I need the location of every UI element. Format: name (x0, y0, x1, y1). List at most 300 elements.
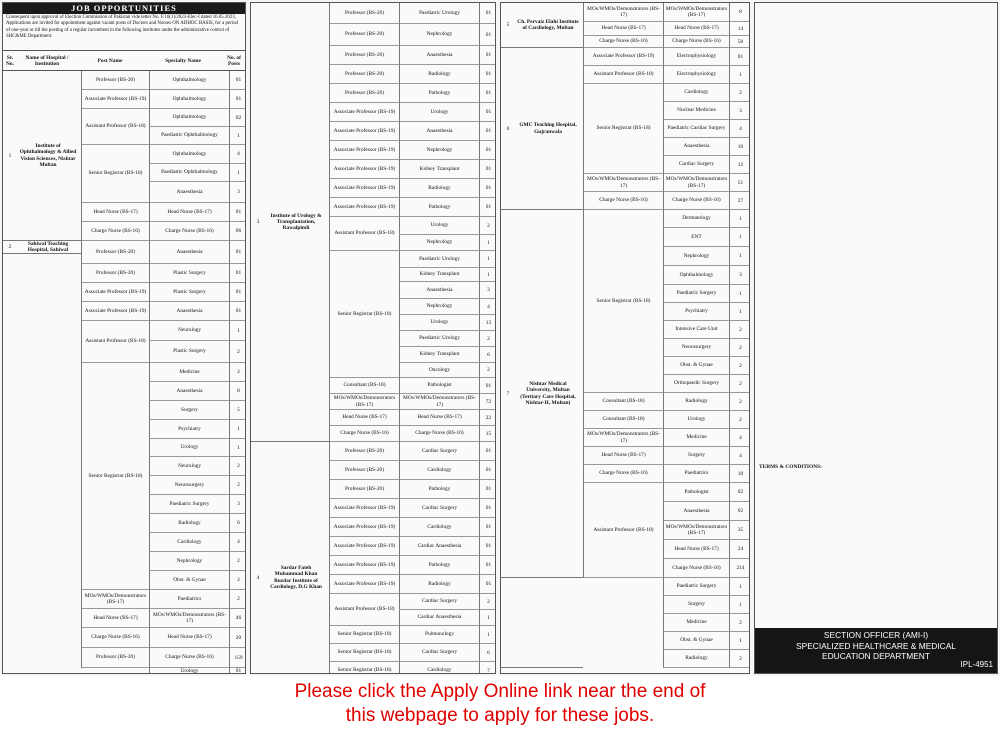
so-line1: SECTION OFFICER (AMI-I) (823, 630, 929, 640)
post-name-cell: Head Nurse (BS-17) (81, 609, 149, 628)
post-name-cell: Associate Professor (BS-19) (329, 160, 399, 179)
posts-count-cell: 1 (729, 247, 750, 266)
post-name-cell: Associate Professor (BS-19) (329, 179, 399, 198)
posts-count-cell: 2 (729, 375, 750, 393)
posts-count-cell: 01 (479, 575, 496, 594)
ad-column-3 (500, 2, 750, 674)
specialty-cell: Anaesthesia (663, 502, 729, 521)
specialty-cell: Anaesthesia (399, 122, 479, 141)
posts-count-cell: 4 (229, 533, 246, 552)
specialty-cell: Neurology (149, 457, 229, 476)
serial-number: 5 (506, 22, 510, 28)
section-officer-block (755, 628, 997, 673)
table-col3 (501, 3, 749, 674)
post-name-cell: Professor (BS-20) (329, 3, 399, 24)
specialty-cell: MOs/WMOs/Demonstrators (BS-17) (663, 174, 729, 192)
specialty-cell: Paediatric Urology (399, 331, 479, 347)
posts-count-cell: 01 (479, 556, 496, 575)
table-header (3, 50, 245, 71)
specialty-cell: Ophthalmology (149, 109, 229, 127)
posts-count-cell: 51 (729, 174, 750, 192)
specialty-cell: Cardiology (149, 533, 229, 552)
ad-intro: Consequent upon approval of Election Commission of Pakistan vide letter No. F.16(1)/2023-Elec-I dated 16.05.2023, Applications are invited for appointment against vacant posts of Doctors and Nurses ON ADHOC BASIS, for a period of one-year or till the posting of a regular incumbent in the following institutes under the administrative control of SHC&ME Department: (6, 15, 238, 39)
posts-count-cell: 01 (479, 84, 496, 103)
specialty-cell: Pathology (399, 84, 479, 103)
posts-count-cell: 15 (479, 426, 496, 442)
post-name-cell: Professor (BS-20) (81, 71, 149, 90)
post-name-cell: Head Nurse (BS-17) (329, 410, 399, 426)
posts-count-cell: 6 (229, 514, 246, 533)
specialty-cell: Anaesthesia (399, 46, 479, 65)
posts-count-cell: 2 (229, 457, 246, 476)
specialty-cell: ENT (663, 228, 729, 247)
specialty-cell: Electrophysiology (663, 48, 729, 66)
posts-count-cell: 27 (729, 192, 750, 210)
post-name-cell: Associate Professor (BS-19) (81, 283, 149, 302)
posts-count-cell: 2 (729, 393, 750, 411)
posts-count-cell: 6 (479, 644, 496, 662)
ipl-number: IPL-4951 (960, 659, 993, 669)
posts-count-cell: 01 (479, 65, 496, 84)
post-name-cell: Charge Nurse (BS-16) (583, 465, 663, 483)
institution-cell (501, 48, 583, 210)
posts-count-cell: 01 (229, 90, 246, 109)
posts-count-cell: 2 (479, 594, 496, 610)
specialty-cell: Paediatric Urology (399, 251, 479, 268)
posts-count-cell: 1 (729, 285, 750, 303)
posts-count-cell: 1 (229, 321, 246, 341)
posts-count-cell: 10 (729, 138, 750, 156)
specialty-cell: Anaesthesia (149, 241, 229, 264)
specialty-cell: Kidney Transplant (399, 268, 479, 282)
specialty-cell: Kidney Transplant (399, 347, 479, 363)
terms-title: TERMS & CONDITIONS: (759, 464, 822, 470)
specialty-cell: Paediatrics (149, 590, 229, 609)
specialty-cell: Medicine (663, 614, 729, 632)
specialty-cell: Radiology (149, 514, 229, 533)
specialty-cell: Pathology (399, 198, 479, 217)
posts-count-cell: 2 (229, 363, 246, 382)
post-name-cell: MOs/WMOs/Demonstrators (BS-17) (329, 394, 399, 410)
posts-count-cell: 01 (729, 48, 750, 66)
specialty-cell: Nephrology (663, 247, 729, 266)
posts-count-cell: 02 (729, 502, 750, 521)
specialty-cell: Ophthalmology (663, 266, 729, 285)
posts-count-cell: 01 (229, 264, 246, 283)
posts-count-cell: 2 (729, 321, 750, 339)
post-name-cell: Professor (BS-20) (329, 461, 399, 480)
posts-count-cell: 1 (229, 420, 246, 439)
posts-count-cell: 1 (479, 610, 496, 626)
posts-count-cell: 1 (729, 578, 750, 596)
post-name-cell: Assistant Professor (BS-18) (583, 483, 663, 578)
serial-number: 4 (256, 574, 260, 581)
post-name-cell: Professor (BS-20) (81, 241, 149, 264)
post-name-cell: Consultant (BS-18) (583, 393, 663, 411)
specialty-cell: Head Nurse (BS-17) (663, 22, 729, 36)
ad-column-2 (250, 2, 496, 674)
specialty-cell: Urology (149, 439, 229, 457)
post-name-cell: Senior Registrar (BS-18) (329, 626, 399, 644)
specialty-cell: Paediatrics (663, 465, 729, 483)
post-name-cell: Assistant Professor (BS-18) (329, 217, 399, 251)
specialty-cell: Radiology (399, 575, 479, 594)
posts-count-cell: 01 (479, 442, 496, 461)
posts-count-cell: 1 (479, 268, 496, 282)
specialty-cell: Pathology (399, 480, 479, 499)
posts-count-cell: 7 (479, 662, 496, 674)
posts-count-cell: 01 (229, 241, 246, 264)
specialty-cell: Cardiac Surgery (399, 644, 479, 662)
posts-count-cell: 1 (229, 164, 246, 182)
specialty-cell: Charge Nurse (BS-16) (663, 36, 729, 48)
specialty-cell: Nephrology (149, 552, 229, 571)
post-name-cell: Senior Registrar (BS-18) (81, 145, 149, 203)
posts-count-cell: 01 (229, 668, 246, 674)
post-name-cell: Professor (BS-20) (329, 84, 399, 103)
specialty-cell: Head Nurse (BS-17) (399, 410, 479, 426)
specialty-cell: Oncology (399, 363, 479, 378)
notice-line1: Please click the Apply Online link near the end of (294, 681, 706, 702)
specialty-cell: Urology (399, 217, 479, 235)
posts-count-cell: 01 (479, 480, 496, 499)
specialty-cell: Plastic Surgery (149, 341, 229, 363)
posts-count-cell: 02 (729, 483, 750, 502)
posts-count-cell: 2 (479, 363, 496, 378)
specialty-cell: MOs/WMOs/Demonstrators (BS-17) (149, 609, 229, 628)
specialty-cell: Neurosurgery (149, 476, 229, 495)
institution-cell (501, 210, 583, 578)
ad-banner: JOB OPPORTUNITIES (3, 3, 245, 14)
post-name-cell: Professor (BS-20) (81, 648, 149, 668)
posts-count-cell: 06 (229, 222, 246, 241)
post-name-cell: Associate Professor (BS-19) (329, 537, 399, 556)
specialty-cell: Charge Nurse (BS-16) (663, 192, 729, 210)
institution-cell (501, 578, 583, 668)
post-name-cell: Senior Registrar (BS-18) (329, 251, 399, 378)
posts-count-cell: 01 (479, 46, 496, 65)
post-name-cell: Charge Nurse (BS-16) (329, 426, 399, 442)
specialty-cell: Anaesthesia (149, 302, 229, 321)
posts-count-cell: 01 (479, 198, 496, 217)
posts-count-cell: 14 (729, 22, 750, 36)
specialty-cell: Neurosurgery (663, 339, 729, 357)
notice-line2: this webpage to apply for these jobs. (345, 705, 655, 726)
specialty-cell: Obst. & Gynae (149, 571, 229, 590)
post-name-cell: Assistant Professor (BS-18) (329, 594, 399, 626)
posts-count-cell: 1 (229, 439, 246, 457)
post-name-cell: Associate Professor (BS-19) (329, 575, 399, 594)
posts-count-cell: 1 (729, 210, 750, 228)
specialty-cell: MOs/WMOs/Demonstrators (BS-17) (663, 3, 729, 22)
specialty-cell: Paediatric Urology (399, 3, 479, 24)
post-name-cell: Assistant Professor (BS-18) (81, 109, 149, 145)
posts-count-cell: 4 (729, 429, 750, 447)
posts-count-cell: 01 (479, 24, 496, 46)
posts-count-cell: 1 (729, 303, 750, 321)
so-line3: EDUCATION DEPARTMENT (822, 651, 930, 661)
institution-cell (251, 442, 329, 674)
posts-count-cell: 01 (479, 461, 496, 480)
specialty-cell: Anaesthesia (663, 138, 729, 156)
specialty-cell: Ophthalmology (149, 145, 229, 164)
specialty-cell: Paediatric Surgery (149, 495, 229, 514)
posts-count-cell: 1 (729, 632, 750, 650)
specialty-cell: Nephrology (399, 299, 479, 315)
specialty-cell: Pathology (399, 556, 479, 575)
post-name-cell: Consultant (BS-18) (583, 411, 663, 429)
post-name-cell: Head Nurse (BS-17) (81, 203, 149, 222)
table-col4 (755, 3, 997, 463)
post-name-cell: Professor (BS-20) (329, 46, 399, 65)
post-name-cell: Associate Professor (BS-19) (329, 141, 399, 160)
institution-name: Institute of Urology & Transplantation, Rawalpindi (270, 212, 322, 232)
posts-count-cell: 50 (729, 36, 750, 48)
posts-count-cell: 2 (729, 339, 750, 357)
specialty-cell: Anaesthesia (399, 282, 479, 299)
posts-count-cell: 3 (729, 266, 750, 285)
posts-count-cell: 2 (229, 552, 246, 571)
specialty-cell: Cardiac Surgery (399, 594, 479, 610)
serial-number: 1 (8, 152, 12, 159)
specialty-cell: Plastic Surgery (149, 264, 229, 283)
serial-number: 6 (506, 125, 510, 132)
post-name-cell: Senior Registrar (BS-18) (329, 644, 399, 662)
specialty-cell: Urology (399, 315, 479, 331)
post-name-cell: Assistant Professor (BS-18) (583, 66, 663, 84)
specialty-cell: Psychiatry (149, 420, 229, 439)
specialty-cell: Paediatric Cardiac Surgery (663, 120, 729, 138)
post-name-cell: Professor (BS-20) (329, 65, 399, 84)
post-name-cell: Associate Professor (BS-19) (329, 499, 399, 518)
posts-count-cell: 01 (479, 141, 496, 160)
posts-count-cell: 35 (729, 521, 750, 540)
post-name-cell: Associate Professor (BS-19) (329, 122, 399, 141)
specialty-cell: Urology (663, 411, 729, 429)
posts-count-cell: 4 (729, 447, 750, 465)
post-name-cell: Assistant Professor (BS-18) (81, 321, 149, 363)
specialty-cell: Cardiology (399, 662, 479, 674)
posts-count-cell: 3 (479, 282, 496, 299)
posts-count-cell: 01 (479, 3, 496, 24)
posts-count-cell: 6 (479, 347, 496, 363)
posts-count-cell: 3 (229, 495, 246, 514)
posts-count-cell: 4 (729, 120, 750, 138)
specialty-cell: MOs/WMOs/Demonstrators (BS-17) (399, 394, 479, 410)
specialty-cell: Plastic Surgery (149, 283, 229, 302)
posts-count-cell: 2 (479, 331, 496, 347)
header-institution: Name of Hospital / Institution (25, 54, 69, 67)
posts-count-cell: 2 (729, 614, 750, 632)
institution-name: Ch. Pervaiz Elahi Institute of Cardiology, Multan (517, 18, 579, 31)
specialty-cell: Cardiology (399, 461, 479, 480)
specialty-cell: Psychiatry (663, 303, 729, 321)
posts-count-cell: 1 (729, 596, 750, 614)
specialty-cell: Pathologist (663, 483, 729, 502)
posts-count-cell: 1 (479, 235, 496, 251)
specialty-cell: Obst. & Gynae (663, 357, 729, 375)
posts-count-cell: 12 (729, 156, 750, 174)
posts-count-cell: 72 (479, 394, 496, 410)
specialty-cell: Nephrology (399, 141, 479, 160)
specialty-cell: Head Nurse (BS-17) (663, 540, 729, 559)
post-name-cell: Charge Nurse (BS-16) (81, 628, 149, 648)
specialty-cell: Medicine (663, 429, 729, 447)
specialty-cell: Cardiac Surgery (663, 156, 729, 174)
post-name-cell: Head Nurse (BS-17) (583, 447, 663, 465)
specialty-cell: Paediatric Ophthalmology (149, 127, 229, 145)
posts-count-cell: 4 (479, 299, 496, 315)
post-name-cell: MOs/WMOs/Demonstrators (BS-17) (583, 429, 663, 447)
specialty-cell: Cardiac Surgery (399, 499, 479, 518)
posts-count-cell: 2 (229, 341, 246, 363)
specialty-cell: MOs/WMOs/Demonstrators (BS-17) (663, 521, 729, 540)
post-name-cell: Associate Professor (BS-19) (81, 90, 149, 109)
ad-column-4 (754, 2, 998, 674)
posts-count-cell: 01 (479, 537, 496, 556)
specialty-cell: Obst. & Gynae (663, 632, 729, 650)
specialty-cell: Nephrology (399, 24, 479, 46)
header-post: Post Name (97, 57, 123, 64)
posts-count-cell: 3 (229, 182, 246, 203)
header-sr: Sr. No. (6, 54, 14, 67)
post-name-cell: Consultant (BS-18) (329, 378, 399, 394)
specialty-cell: Radiology (663, 650, 729, 668)
posts-count-cell: 01 (229, 302, 246, 321)
specialty-cell: Head Nurse (BS-17) (149, 203, 229, 222)
specialty-cell: Charge Nurse (BS-16) (399, 426, 479, 442)
institution-name: Institute of Ophthalmology & Allied Vision Sciences, Nishtar Multan (19, 143, 77, 168)
posts-count-cell: 10 (729, 465, 750, 483)
specialty-cell: Pathologist (399, 378, 479, 394)
specialty-cell: Medicine (149, 363, 229, 382)
post-name-cell: Senior Registrar (BS-18) (583, 84, 663, 174)
posts-count-cell: 22 (479, 410, 496, 426)
posts-count-cell: 01 (479, 179, 496, 198)
institution-cell (3, 241, 81, 254)
posts-count-cell: 1 (729, 228, 750, 247)
post-name-cell: Professor (BS-20) (81, 264, 149, 283)
specialty-cell: Orthopaedic Surgery (663, 375, 729, 393)
specialty-cell: Radiology (399, 179, 479, 198)
specialty-cell: Charge Nurse (BS-16) (663, 559, 729, 578)
posts-count-cell: 5 (229, 401, 246, 420)
ad-column-1 (2, 2, 246, 674)
institution-name: GMC Teaching Hospital, Gujranwala (519, 122, 577, 135)
posts-count-cell: 2 (229, 590, 246, 609)
specialty-cell: Neurology (149, 321, 229, 341)
posts-count-cell: 01 (229, 283, 246, 302)
specialty-cell: Cardiac Anaesthesia (399, 537, 479, 556)
posts-count-cell: 2 (479, 217, 496, 235)
specialty-cell: Charge Nurse (BS-16) (149, 222, 229, 241)
posts-count-cell: 8 (729, 3, 750, 22)
post-name-cell: Senior Registrar (BS-18) (329, 662, 399, 674)
post-name-cell: Professor (BS-20) (329, 442, 399, 461)
posts-count-cell: 24 (729, 540, 750, 559)
posts-count-cell: 3 (729, 102, 750, 120)
so-line2: SPECIALIZED HEALTHCARE & MEDICAL (796, 640, 956, 651)
posts-count-cell: 8 (229, 382, 246, 401)
posts-count-cell: 2 (729, 84, 750, 102)
post-name-cell: Associate Professor (BS-19) (329, 103, 399, 122)
specialty-cell: Anaesthesia (149, 182, 229, 203)
header-specialty: Specialty Name (165, 57, 201, 64)
serial-number: 7 (506, 390, 510, 397)
posts-count-cell: 01 (479, 518, 496, 537)
apply-notice (0, 680, 1000, 728)
posts-count-cell: 2 (729, 357, 750, 375)
specialty-cell: Paediatric Surgery (663, 285, 729, 303)
post-name-cell: Senior Registrar (BS-18) (81, 363, 149, 590)
posts-count-cell: 13 (479, 315, 496, 331)
institution-name: Nishtar Medical University, Multan (Tertiary Care Hospital, Nishtar-II, Multan) (520, 381, 576, 406)
specialty-cell: Nephrology (399, 235, 479, 251)
specialty-cell: Kidney Transplant (399, 160, 479, 179)
posts-count-cell: 01 (229, 71, 246, 90)
specialty-cell: Ophthalmology (149, 90, 229, 109)
post-name-cell: Charge Nurse (BS-16) (583, 36, 663, 48)
institution-cell (501, 3, 583, 48)
specialty-cell: Nuclear Medicine (663, 102, 729, 120)
specialty-cell: Charge Nurse (BS-16) (149, 648, 229, 668)
posts-count-cell: 01 (479, 122, 496, 141)
posts-count-cell: 1 (729, 66, 750, 84)
post-name-cell: Charge Nurse (BS-16) (81, 222, 149, 241)
post-name-cell: Associate Professor (BS-19) (329, 518, 399, 537)
posts-count-cell: 2 (229, 571, 246, 590)
terms-and-conditions (759, 465, 993, 471)
post-name-cell: Associate Professor (BS-19) (329, 556, 399, 575)
posts-count-cell: 01 (479, 499, 496, 518)
specialty-cell: Urology (399, 103, 479, 122)
specialty-cell: Head Nurse (BS-17) (149, 628, 229, 648)
post-name-cell: MOs/WMOs/Demonstrators (BS-17) (81, 590, 149, 609)
post-name-cell: Associate Professor (BS-19) (329, 198, 399, 217)
posts-count-cell: 1 (479, 626, 496, 644)
specialty-cell: Cardiac Anaesthesia (399, 610, 479, 626)
specialty-cell: Electrophysiology (663, 66, 729, 84)
posts-count-cell: 159 (229, 648, 246, 668)
institution-name: Sahiwal Teaching Hospital, Sahiwal (27, 241, 69, 254)
specialty-cell: Surgery (149, 401, 229, 420)
specialty-cell: Anaesthesia (149, 382, 229, 401)
specialty-cell: Surgery (663, 596, 729, 614)
institution-name: Sardar Fateh Muhammad Khan Buzdar Institute of Cardiology, D.G Khan (270, 565, 322, 590)
posts-count-cell: 46 (229, 609, 246, 628)
post-name-cell: MOs/WMOs/Demonstrators (BS-17) (583, 3, 663, 22)
specialty-cell: Ophthalmology (149, 71, 229, 90)
serial-number: 2 (8, 244, 12, 251)
post-name-cell: Professor (BS-20) (329, 24, 399, 46)
specialty-cell: Dermatology (663, 210, 729, 228)
institution-cell (3, 71, 81, 241)
serial-number: 3 (256, 219, 260, 225)
posts-count-cell: 01 (479, 160, 496, 179)
institution-cell (251, 3, 329, 442)
specialty-cell: Radiology (399, 65, 479, 84)
posts-count-cell: 01 (229, 203, 246, 222)
post-name-cell: Professor (BS-20) (329, 480, 399, 499)
specialty-cell: Pulmonology (399, 626, 479, 644)
posts-count-cell: 2 (729, 650, 750, 668)
post-name-cell: Associate Professor (BS-19) (81, 302, 149, 321)
posts-count-cell: 1 (479, 251, 496, 268)
post-name-cell: MOs/WMOs/Demonstrators (BS-17) (583, 174, 663, 192)
specialty-cell: Paediatric Surgery (663, 578, 729, 596)
posts-count-cell: 2 (229, 476, 246, 495)
specialty-cell: Cardiology (663, 84, 729, 102)
